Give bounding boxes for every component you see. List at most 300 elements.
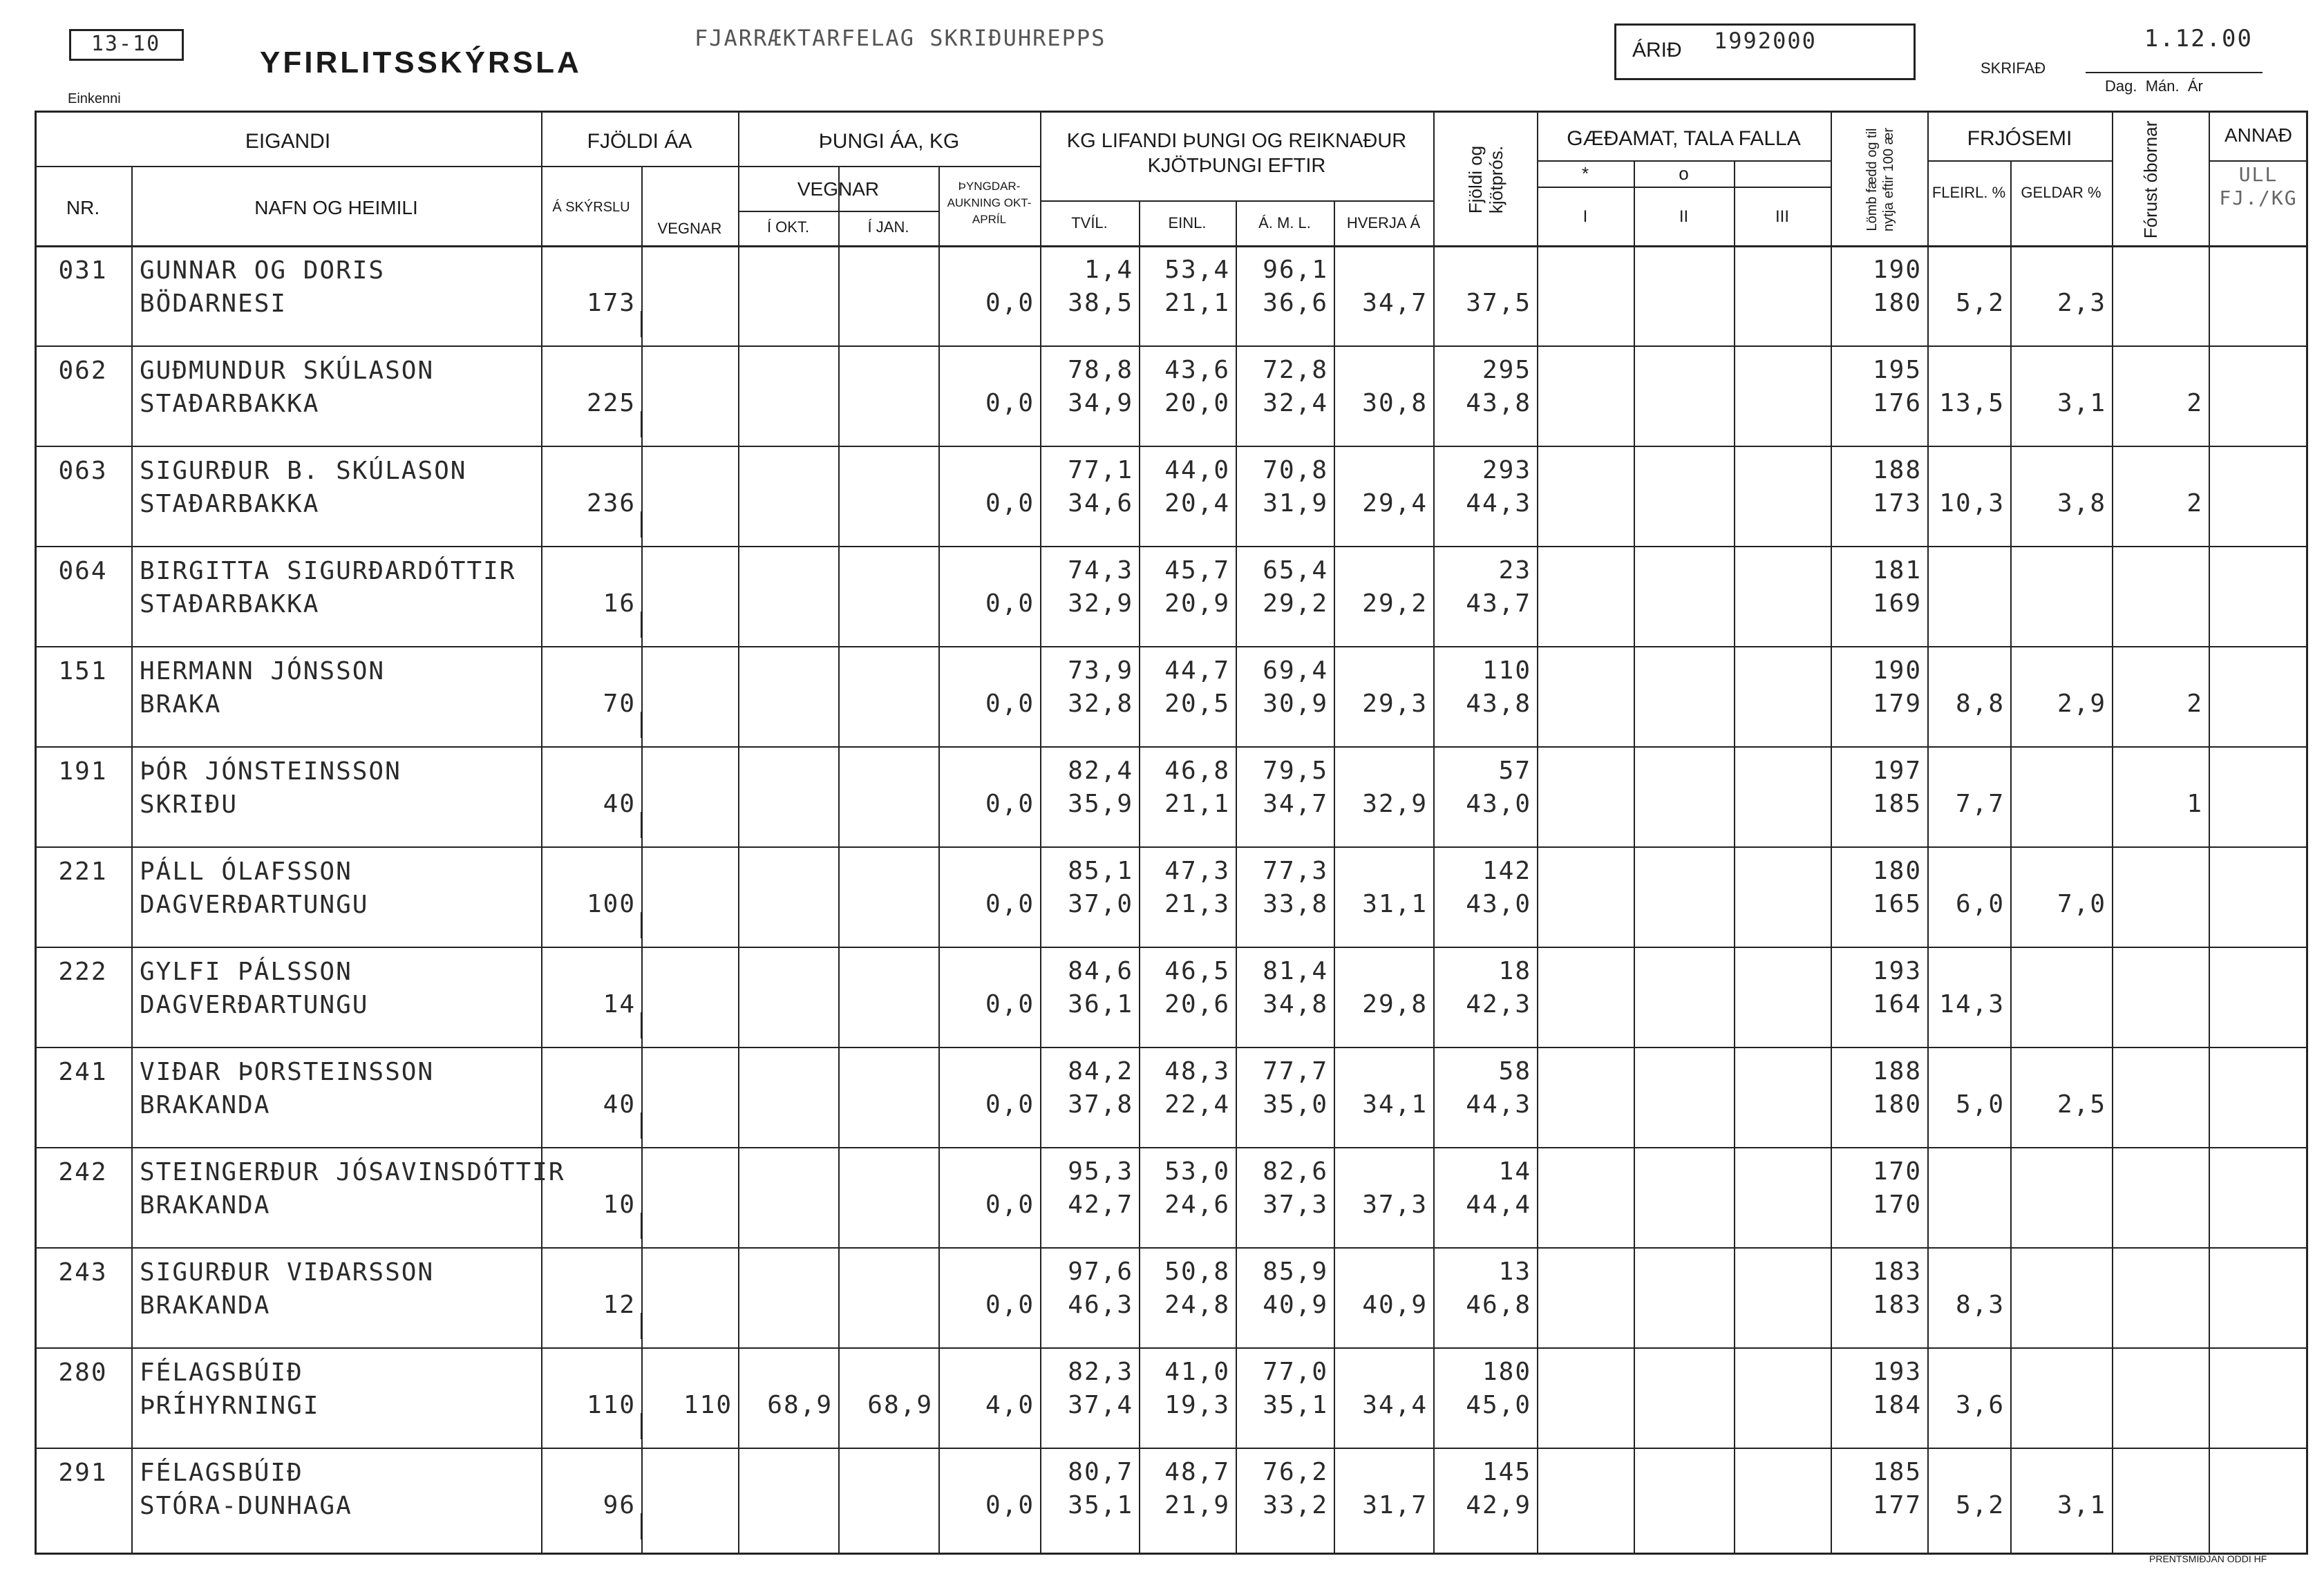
lambs-weaned: 165 <box>1872 890 1922 918</box>
barren-percent: 7,0 <box>2057 890 2106 918</box>
ewes-on-report: 100 <box>586 890 636 918</box>
barren-percent: 2,9 <box>2057 690 2106 718</box>
aml-carcass: 35,0 <box>1263 1090 1328 1119</box>
twin-carcass: 38,5 <box>1068 289 1133 317</box>
each-carcass: 29,8 <box>1362 990 1428 1018</box>
lambs-born: 190 <box>1872 256 1922 284</box>
q3-header: III <box>1775 207 1789 226</box>
aml-live: 96,1 <box>1263 256 1328 284</box>
header-mid-line-weight <box>738 166 1040 167</box>
owner-home: DAGVERÐARTUNGU <box>140 991 369 1019</box>
meat-percent: 37,5 <box>1466 289 1531 317</box>
owner-home: STAÐARBAKKA <box>140 590 320 618</box>
ewes-on-report: 40 <box>603 1090 636 1119</box>
meat-percent: 43,0 <box>1466 790 1531 818</box>
twin-carcass: 37,8 <box>1068 1090 1133 1119</box>
ewes-header: FJÖLDI ÁA <box>587 130 692 153</box>
aml-carcass: 33,8 <box>1263 890 1328 918</box>
twin-carcass: 36,1 <box>1068 990 1133 1018</box>
single-live: 46,5 <box>1164 957 1230 985</box>
weight-gain: 0,0 <box>985 1191 1035 1219</box>
single-carcass: 20,0 <box>1164 389 1230 417</box>
on-report-header: Á SKÝRSLU <box>552 200 630 215</box>
barren-header: GELDAR % <box>2021 184 2101 201</box>
single-live: 48,7 <box>1164 1458 1230 1486</box>
lambs-header: Lömb fædd og til nytja eftir 100 ær <box>1864 127 1896 232</box>
ewes-weighed: 110 <box>683 1391 733 1419</box>
gain-header: ÞYNGDAR-AUKNING OKT-APRÍL <box>947 180 1032 226</box>
live-weight-header: KG LIFANDI ÞUNGI OG REIKNAÐUR KJÖTÞUNGI EFTIR <box>1066 130 1407 177</box>
lost-count: 2 <box>2186 489 2203 518</box>
row-number: 151 <box>58 657 108 685</box>
meat-percent: 43,7 <box>1466 589 1531 618</box>
aml-carcass: 35,1 <box>1263 1391 1328 1419</box>
aml-carcass: 34,7 <box>1263 790 1328 818</box>
tick-mark <box>541 1413 542 1439</box>
lambs-born: 195 <box>1872 356 1922 384</box>
multiple-percent: 10,3 <box>1939 489 2005 518</box>
twin-carcass: 32,9 <box>1068 589 1133 618</box>
meat-percent: 42,9 <box>1466 1491 1531 1519</box>
each-carcass: 29,3 <box>1362 690 1428 718</box>
aml-live: 72,8 <box>1263 356 1328 384</box>
count-value: 180 <box>1482 1358 1531 1386</box>
twin-live: 80,7 <box>1068 1458 1133 1486</box>
ewe-weight-header: ÞUNGI ÁA, KG <box>818 130 960 153</box>
single-carcass: 24,8 <box>1164 1291 1230 1319</box>
single-carcass: 20,5 <box>1164 690 1230 718</box>
count-value: 110 <box>1482 656 1531 685</box>
each-carcass: 29,4 <box>1362 489 1428 518</box>
lambs-born: 188 <box>1872 1057 1922 1086</box>
twin-live: 84,2 <box>1068 1057 1133 1086</box>
multi-header: FLEIRL. % <box>1931 184 2006 201</box>
single-live: 43,6 <box>1164 356 1230 384</box>
tick-mark <box>541 411 542 437</box>
single-live: 50,8 <box>1164 1258 1230 1286</box>
single-live: 41,0 <box>1164 1358 1230 1386</box>
count-value: 18 <box>1498 957 1531 985</box>
year-label: ÁRIÐ <box>1632 39 1682 61</box>
each-carcass: 30,8 <box>1362 389 1428 417</box>
owner-name: FÉLAGSBÚIÐ <box>140 1358 303 1387</box>
tick-mark <box>541 1112 542 1139</box>
each-carcass: 29,2 <box>1362 589 1428 618</box>
society-name: FJARRÆKTARFELAG SKRIÐUHREPPS <box>695 25 1106 51</box>
each-carcass: 31,1 <box>1362 890 1428 918</box>
tick-mark <box>541 812 542 838</box>
q1-header: I <box>1583 207 1588 226</box>
twin-carcass: 37,0 <box>1068 890 1133 918</box>
single-live: 47,3 <box>1164 857 1230 885</box>
single-live: 53,0 <box>1164 1157 1230 1186</box>
aml-live: 69,4 <box>1263 656 1328 685</box>
header-mid-line <box>35 166 131 167</box>
q-circle-header: o <box>1679 163 1689 184</box>
each-carcass: 40,9 <box>1362 1291 1428 1319</box>
row-number: 031 <box>58 256 108 285</box>
single-carcass: 21,1 <box>1164 289 1230 317</box>
multiple-percent: 5,0 <box>1955 1090 2005 1119</box>
twin-live: 77,1 <box>1068 456 1133 484</box>
multiple-percent: 8,8 <box>1955 690 2005 718</box>
tick-mark <box>541 712 542 738</box>
count-value: 14 <box>1498 1157 1531 1186</box>
multiple-percent: 7,7 <box>1955 790 2005 818</box>
tick-mark <box>641 1012 642 1039</box>
tick-mark <box>541 311 542 337</box>
meat-percent: 45,0 <box>1466 1391 1531 1419</box>
twin-carcass: 37,4 <box>1068 1391 1133 1419</box>
aml-carcass: 32,4 <box>1263 389 1328 417</box>
tick-mark <box>641 912 642 938</box>
twin-carcass: 46,3 <box>1068 1291 1133 1319</box>
aml-live: 79,5 <box>1263 757 1328 785</box>
header-mid-line-ewes <box>541 166 738 167</box>
weight-gain: 0,0 <box>985 790 1035 818</box>
owner-name: GUÐMUNDUR SKÚLASON <box>140 357 435 385</box>
tick-mark <box>641 1313 642 1339</box>
owner-name: BIRGITTA SIGURÐARDÓTTIR <box>140 557 516 585</box>
weight-gain: 0,0 <box>985 890 1035 918</box>
each-carcass: 34,4 <box>1362 1391 1428 1419</box>
row-number: 222 <box>58 958 108 986</box>
each-carcass: 37,3 <box>1362 1191 1428 1219</box>
lambs-weaned: 173 <box>1872 489 1922 518</box>
twin-carcass: 34,9 <box>1068 389 1133 417</box>
weight-gain: 0,0 <box>985 690 1035 718</box>
single-carcass: 21,1 <box>1164 790 1230 818</box>
meat-percent: 46,8 <box>1466 1291 1531 1319</box>
ewes-on-report: 40 <box>603 790 636 818</box>
aml-live: 85,9 <box>1263 1258 1328 1286</box>
weight-gain: 0,0 <box>985 289 1035 317</box>
quality-header: GÆÐAMAT, TALA FALLA <box>1567 127 1801 150</box>
ewes-on-report: 12 <box>603 1291 636 1319</box>
lambs-weaned: 185 <box>1872 790 1922 818</box>
row-number: 241 <box>58 1058 108 1086</box>
owner-name: FÉLAGSBÚIÐ <box>140 1459 303 1487</box>
count-meat-header: Fjöldi og kjötprós. <box>1465 145 1507 214</box>
tick-mark <box>641 311 642 337</box>
twin-live: 74,3 <box>1068 556 1133 585</box>
owner-home: DAGVERÐARTUNGU <box>140 891 369 919</box>
lambs-born: 188 <box>1872 456 1922 484</box>
other-header-value: ULL FJ./KG <box>2219 163 2298 209</box>
year-value: 1992000 <box>1714 28 1817 54</box>
count-value: 57 <box>1498 757 1531 785</box>
aml-carcass: 36,6 <box>1263 289 1328 317</box>
owner-home: BÖDARNESI <box>140 290 287 318</box>
row-number: 062 <box>58 357 108 385</box>
other-header: ANNAÐ <box>2224 124 2292 146</box>
owner-home: BRAKANDA <box>140 1291 271 1320</box>
twin-header: TVÍL. <box>1071 214 1108 231</box>
lambs-born: 185 <box>1872 1458 1922 1486</box>
meat-percent: 44,4 <box>1466 1191 1531 1219</box>
header-mid-line-name <box>131 166 541 167</box>
weight-gain: 0,0 <box>985 1291 1035 1319</box>
tick-mark <box>641 712 642 738</box>
twin-carcass: 42,7 <box>1068 1191 1133 1219</box>
meat-percent: 42,3 <box>1466 990 1531 1018</box>
lambs-born: 193 <box>1872 957 1922 985</box>
each-carcass: 31,7 <box>1362 1491 1428 1519</box>
single-carcass: 20,6 <box>1164 990 1230 1018</box>
nr-header: NR. <box>66 197 100 218</box>
tick-mark <box>541 912 542 938</box>
row-number: 221 <box>58 857 108 886</box>
lambs-weaned: 180 <box>1872 289 1922 317</box>
tick-mark <box>641 511 642 538</box>
printer-credit: PRENTSMIÐJAN ODDI HF <box>2149 1553 2267 1564</box>
lambs-weaned: 176 <box>1872 389 1922 417</box>
lambs-weaned: 164 <box>1872 990 1922 1018</box>
single-live: 48,3 <box>1164 1057 1230 1086</box>
twin-carcass: 32,8 <box>1068 690 1133 718</box>
header-mid-line-quality <box>1537 160 1831 162</box>
lambs-born: 197 <box>1872 757 1922 785</box>
fertility-header: FRJÓSEMI <box>1967 127 2072 150</box>
multiple-percent: 14,3 <box>1939 990 2005 1018</box>
meat-percent: 44,3 <box>1466 489 1531 518</box>
owner-name: SIGURÐUR B. SKÚLASON <box>140 457 467 485</box>
ewes-on-report: 14 <box>603 990 636 1018</box>
date-caption: Dag. Mán. Ár <box>2105 77 2203 95</box>
tick-mark <box>541 1513 542 1539</box>
lambs-weaned: 179 <box>1872 690 1922 718</box>
lost-count: 2 <box>2186 389 2203 417</box>
tick-mark <box>541 1012 542 1039</box>
tick-mark <box>541 511 542 538</box>
lambs-born: 183 <box>1872 1258 1922 1286</box>
twin-carcass: 34,6 <box>1068 489 1133 518</box>
ewes-on-report: 70 <box>603 690 636 718</box>
twin-live: 97,6 <box>1068 1258 1133 1286</box>
barren-percent: 3,8 <box>2057 489 2106 518</box>
lambs-weaned: 170 <box>1872 1191 1922 1219</box>
twin-live: 73,9 <box>1068 656 1133 685</box>
multiple-percent: 6,0 <box>1955 890 2005 918</box>
each-carcass: 34,7 <box>1362 289 1428 317</box>
lost-count: 1 <box>2186 790 2203 818</box>
owner-name: PÁLL ÓLAFSSON <box>140 857 352 886</box>
single-carcass: 19,3 <box>1164 1391 1230 1419</box>
owner-home: STAÐARBAKKA <box>140 390 320 418</box>
tick-mark <box>541 1313 542 1339</box>
twin-live: 95,3 <box>1068 1157 1133 1186</box>
owner-name: GUNNAR OG DORIS <box>140 256 386 285</box>
lambs-born: 193 <box>1872 1358 1922 1386</box>
q-star-header: * <box>1581 163 1589 184</box>
oct-header: Í OKT. <box>766 218 810 236</box>
weighed2-header: VEGNAR <box>797 178 880 200</box>
ewes-on-report: 110 <box>586 1391 636 1419</box>
aml-carcass: 40,9 <box>1263 1291 1328 1319</box>
owner-name: VIÐAR ÞORSTEINSSON <box>140 1058 435 1086</box>
lambs-born: 181 <box>1872 556 1922 585</box>
row-number: 064 <box>58 557 108 585</box>
weight-oct: 68,9 <box>767 1391 833 1419</box>
aml-live: 77,0 <box>1263 1358 1328 1386</box>
lost-count: 2 <box>2186 690 2203 718</box>
tick-mark <box>641 1513 642 1539</box>
multiple-percent: 5,2 <box>1955 289 2005 317</box>
owner-name: STEINGERÐUR JÓSAVINSDÓTTIR <box>140 1158 565 1186</box>
owner-name: GYLFI PÁLSSON <box>140 958 352 986</box>
owner-name: SIGURÐUR VIÐARSSON <box>140 1258 435 1287</box>
barren-percent: 3,1 <box>2057 1491 2106 1519</box>
form-code: 13-10 <box>91 32 161 56</box>
owner-home: SKRIÐU <box>140 790 238 819</box>
aml-header: Á. M. L. <box>1258 214 1311 231</box>
ewes-on-report: 96 <box>603 1491 636 1519</box>
name-header: NAFN OG HEIMILI <box>254 197 418 218</box>
single-carcass: 24,6 <box>1164 1191 1230 1219</box>
count-value: 293 <box>1482 456 1531 484</box>
owner-name: ÞÓR JÓNSTEINSSON <box>140 757 401 786</box>
owner-home: BRAKANDA <box>140 1191 271 1220</box>
single-live: 46,8 <box>1164 757 1230 785</box>
count-value: 13 <box>1498 1258 1531 1286</box>
header-mid-line-other <box>2209 160 2308 162</box>
weight-gain: 0,0 <box>985 990 1035 1018</box>
aml-live: 70,8 <box>1263 456 1328 484</box>
barren-percent: 2,3 <box>2057 289 2106 317</box>
row-number: 291 <box>58 1459 108 1487</box>
meat-percent: 43,0 <box>1466 890 1531 918</box>
single-carcass: 20,9 <box>1164 589 1230 618</box>
each-header: HVERJA Á <box>1346 214 1421 231</box>
date-underline <box>2086 72 2262 73</box>
twin-live: 82,3 <box>1068 1358 1133 1386</box>
einkenni-label: Einkenni <box>68 91 121 106</box>
aml-carcass: 30,9 <box>1263 690 1328 718</box>
owner-name: HERMANN JÓNSSON <box>140 657 386 685</box>
each-carcass: 34,1 <box>1362 1090 1428 1119</box>
twin-live: 78,8 <box>1068 356 1133 384</box>
header-mid-line-fert <box>1927 160 2112 162</box>
ewes-on-report: 236 <box>586 489 636 518</box>
weight-gain: 0,0 <box>985 389 1035 417</box>
tick-mark <box>641 1413 642 1439</box>
single-carcass: 21,3 <box>1164 890 1230 918</box>
tick-mark <box>541 612 542 638</box>
owner-home: STAÐARBAKKA <box>140 490 320 518</box>
row-number: 242 <box>58 1158 108 1186</box>
date-value: 1.12.00 <box>2144 25 2253 53</box>
twin-carcass: 35,9 <box>1068 790 1133 818</box>
weight-gain: 0,0 <box>985 1491 1035 1519</box>
multiple-percent: 5,2 <box>1955 1491 2005 1519</box>
weighed-header: VEGNAR <box>657 220 722 237</box>
aml-carcass: 33,2 <box>1263 1491 1328 1519</box>
tick-mark <box>641 1112 642 1139</box>
tick-mark <box>641 812 642 838</box>
twin-live: 82,4 <box>1068 757 1133 785</box>
owner-header: EIGANDI <box>245 130 331 153</box>
aml-carcass: 37,3 <box>1263 1191 1328 1219</box>
single-live: 44,0 <box>1164 456 1230 484</box>
weight-jan: 68,9 <box>867 1391 933 1419</box>
single-live: 53,4 <box>1164 256 1230 284</box>
aml-live: 77,7 <box>1263 1057 1328 1086</box>
aml-live: 76,2 <box>1263 1458 1328 1486</box>
ewes-on-report: 225 <box>586 389 636 417</box>
ewes-on-report: 173 <box>586 289 636 317</box>
multiple-percent: 13,5 <box>1939 389 2005 417</box>
meat-percent: 43,8 <box>1466 690 1531 718</box>
jan-header: Í JAN. <box>867 218 909 236</box>
row-number: 280 <box>58 1358 108 1387</box>
header-subline-quality <box>1537 187 1831 188</box>
tick-mark <box>641 612 642 638</box>
lambs-weaned: 169 <box>1872 589 1922 618</box>
aml-carcass: 31,9 <box>1263 489 1328 518</box>
single-live: 44,7 <box>1164 656 1230 685</box>
twin-carcass: 35,1 <box>1068 1491 1133 1519</box>
single-carcass: 20,4 <box>1164 489 1230 518</box>
aml-carcass: 34,8 <box>1263 990 1328 1018</box>
meat-percent: 44,3 <box>1466 1090 1531 1119</box>
lambs-weaned: 184 <box>1872 1391 1922 1419</box>
lambs-weaned: 183 <box>1872 1291 1922 1319</box>
count-value: 295 <box>1482 356 1531 384</box>
tick-mark <box>541 1213 542 1239</box>
aml-live: 81,4 <box>1263 957 1328 985</box>
single-header: EINL. <box>1168 214 1207 231</box>
owner-home: ÞRÍHYRNINGI <box>140 1392 320 1420</box>
twin-live: 84,6 <box>1068 957 1133 985</box>
q2-header: II <box>1679 207 1689 226</box>
each-carcass: 32,9 <box>1362 790 1428 818</box>
aml-live: 77,3 <box>1263 857 1328 885</box>
row-number: 191 <box>58 757 108 786</box>
count-value: 145 <box>1482 1458 1531 1486</box>
count-value: 58 <box>1498 1057 1531 1086</box>
aml-carcass: 29,2 <box>1263 589 1328 618</box>
owner-home: STÓRA-DUNHAGA <box>140 1492 352 1520</box>
aml-live: 65,4 <box>1263 556 1328 585</box>
count-value: 142 <box>1482 857 1531 885</box>
single-live: 45,7 <box>1164 556 1230 585</box>
weight-gain: 4,0 <box>985 1391 1035 1419</box>
tick-mark <box>641 1213 642 1239</box>
written-label: SKRIFAÐ <box>1981 59 2046 77</box>
row-number: 063 <box>58 457 108 485</box>
lambs-weaned: 180 <box>1872 1090 1922 1119</box>
multiple-percent: 8,3 <box>1955 1291 2005 1319</box>
lost-header: Fórust óbornar <box>2140 120 2162 239</box>
single-carcass: 22,4 <box>1164 1090 1230 1119</box>
owner-home: BRAKANDA <box>140 1091 271 1119</box>
weight-gain: 0,0 <box>985 589 1035 618</box>
ewes-on-report: 10 <box>603 1191 636 1219</box>
page-title: YFIRLITSSKÝRSLA <box>260 46 582 79</box>
single-carcass: 21,9 <box>1164 1491 1230 1519</box>
meat-percent: 43,8 <box>1466 389 1531 417</box>
lambs-born: 180 <box>1872 857 1922 885</box>
ewes-on-report: 16 <box>603 589 636 618</box>
lambs-born: 170 <box>1872 1157 1922 1186</box>
twin-live: 85,1 <box>1068 857 1133 885</box>
row-number: 243 <box>58 1258 108 1287</box>
multiple-percent: 3,6 <box>1955 1391 2005 1419</box>
lambs-weaned: 177 <box>1872 1491 1922 1519</box>
count-value: 23 <box>1498 556 1531 585</box>
aml-live: 82,6 <box>1263 1157 1328 1186</box>
owner-home: BRAKA <box>140 690 222 719</box>
